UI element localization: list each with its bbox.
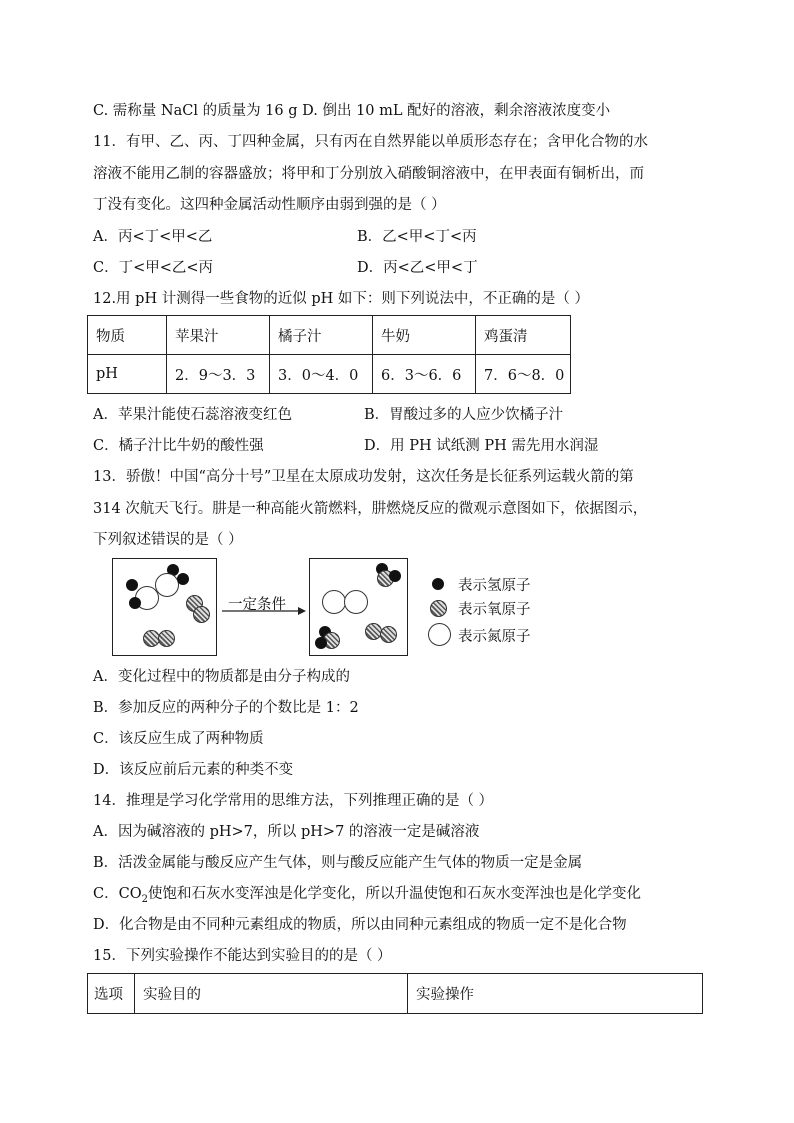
q11-option-c: C．丁<甲<乙<丙 <box>93 260 214 276</box>
q11-stem-line2: 溶液不能用乙制的容器盛放；将甲和丁分别放入硝酸铜溶液中，在甲表面有铜析出，而 <box>93 166 644 182</box>
ph-table-cell: 2．9～3．3 <box>167 355 270 394</box>
subscript-two: 2 <box>141 893 148 905</box>
q11-stem-line1: 11．有甲、乙、丙、丁四种金属，只有丙在自然界能以单质形态存在；含甲化合物的水 <box>93 134 648 150</box>
ph-table-header: 鸡蛋清 <box>476 316 571 355</box>
hydrogen-atom <box>129 597 141 609</box>
ph-table-header: 苹果汁 <box>167 316 270 355</box>
experiment-table-header-row <box>88 974 703 1014</box>
nitrogen-atom <box>322 590 346 614</box>
hydrogen-atom <box>177 573 189 585</box>
experiment-table <box>87 973 703 1014</box>
experiment-table-header: 选项 <box>88 974 135 1014</box>
arrow-label: 一定条件 <box>228 597 286 613</box>
q12-option-d: D．用 PH 试纸测 PH 需先用水润湿 <box>364 438 599 454</box>
q14-stem: 14．推理是学习化学常用的思维方法，下列推理正确的是（ ） <box>93 793 494 809</box>
reactants-box <box>112 558 217 656</box>
q12-option-b: B．胃酸过多的人应少饮橘子汁 <box>364 407 564 423</box>
q13-stem-line3: 下列叙述错误的是（ ） <box>93 532 243 548</box>
q13-option-b: B．参加反应的两种分子的个数比是 1：2 <box>93 700 359 716</box>
nitrogen-atom <box>344 590 368 614</box>
ph-table-row <box>88 355 571 394</box>
ph-table <box>87 315 571 394</box>
ph-table-cell: 7．6～8．0 <box>476 355 571 394</box>
oxygen-atom <box>158 630 175 647</box>
hydrogen-atom <box>389 570 401 582</box>
reaction-arrow-icon <box>220 604 306 618</box>
legend-nitrogen-label: 表示氮原子 <box>458 629 531 645</box>
q15-stem: 15．下列实验操作不能达到实验目的的是（ ） <box>93 948 392 964</box>
q11-option-a: A．丙<丁<甲<乙 <box>93 229 213 245</box>
legend-hydrogen-icon <box>432 578 444 590</box>
experiment-table-header: 实验操作 <box>408 974 703 1014</box>
q14-option-c-rest: 使饱和石灰水变浑浊是化学变化，所以升温使饱和石灰水变浑浊也是化学变化 <box>147 886 641 902</box>
ph-table-header: 牛奶 <box>373 316 476 355</box>
ph-table-cell: 6．3～6．6 <box>373 355 476 394</box>
q13-stem-line2: 314 次航天飞行。肼是一种高能火箭燃料，肼燃烧反应的微观示意图如下，依据图示， <box>93 501 648 517</box>
q14-option-a: A．因为碱溶液的 pH>7，所以 pH>7 的溶液一定是碱溶液 <box>93 824 480 840</box>
q14-option-d: D．化合物是由不同种元素组成的物质，所以由同种元素组成的物质一定不是化合物 <box>93 917 627 933</box>
legend-hydrogen-label: 表示氢原子 <box>458 578 531 594</box>
ph-table-header: 橘子汁 <box>270 316 373 355</box>
q14-option-c <box>93 884 641 910</box>
ph-table-cell: pH <box>88 355 167 394</box>
ph-table-header: 物质 <box>88 316 167 355</box>
experiment-table-header: 实验目的 <box>135 974 408 1014</box>
q13-stem-line1: 13．骄傲！中国“高分十号”卫星在太原成功发射，这次任务是长征系列运载火箭的第 <box>93 469 634 485</box>
q11-stem-line3: 丁没有变化。这四种金属活动性顺序由弱到强的是（ ） <box>93 197 446 213</box>
nitrogen-atom <box>155 573 179 597</box>
q11-option-d: D．丙<乙<甲<丁 <box>357 260 478 276</box>
q14-option-c-prefix: C．CO <box>93 886 142 902</box>
q14-option-b: B．活泼金属能与酸反应产生气体，则与酸反应能产生气体的物质一定是金属 <box>93 855 583 871</box>
hydrogen-atom <box>315 637 327 649</box>
q10-option-cd: C. 需称量 NaCl 的质量为 16 g D. 倒出 10 mL 配好的溶液，剩余溶液浓度变小 <box>93 103 611 119</box>
hydrogen-atom <box>126 579 138 591</box>
legend-oxygen-label: 表示氧原子 <box>458 602 531 618</box>
q13-option-c: C．该反应生成了两种物质 <box>93 731 264 747</box>
q12-option-a: A．苹果汁能使石蕊溶液变红色 <box>93 407 292 423</box>
legend-oxygen-icon <box>430 600 447 617</box>
q12-stem: 12.用 pH 计测得一些食物的近似 pH 如下：则下列说法中，不正确的是（ ） <box>93 291 589 307</box>
legend-nitrogen-icon <box>428 623 451 646</box>
products-box <box>309 558 408 656</box>
q13-option-a: A．变化过程中的物质都是由分子构成的 <box>93 669 350 685</box>
oxygen-atom <box>193 606 210 623</box>
q12-option-c: C．橘子汁比牛奶的酸性强 <box>93 438 264 454</box>
oxygen-atom <box>380 626 397 643</box>
q11-option-b: B．乙<甲<丁<丙 <box>357 229 477 245</box>
q13-option-d: D．该反应前后元素的种类不变 <box>93 762 294 778</box>
ph-table-header-row <box>88 316 571 355</box>
ph-table-cell: 3．0～4．0 <box>270 355 373 394</box>
